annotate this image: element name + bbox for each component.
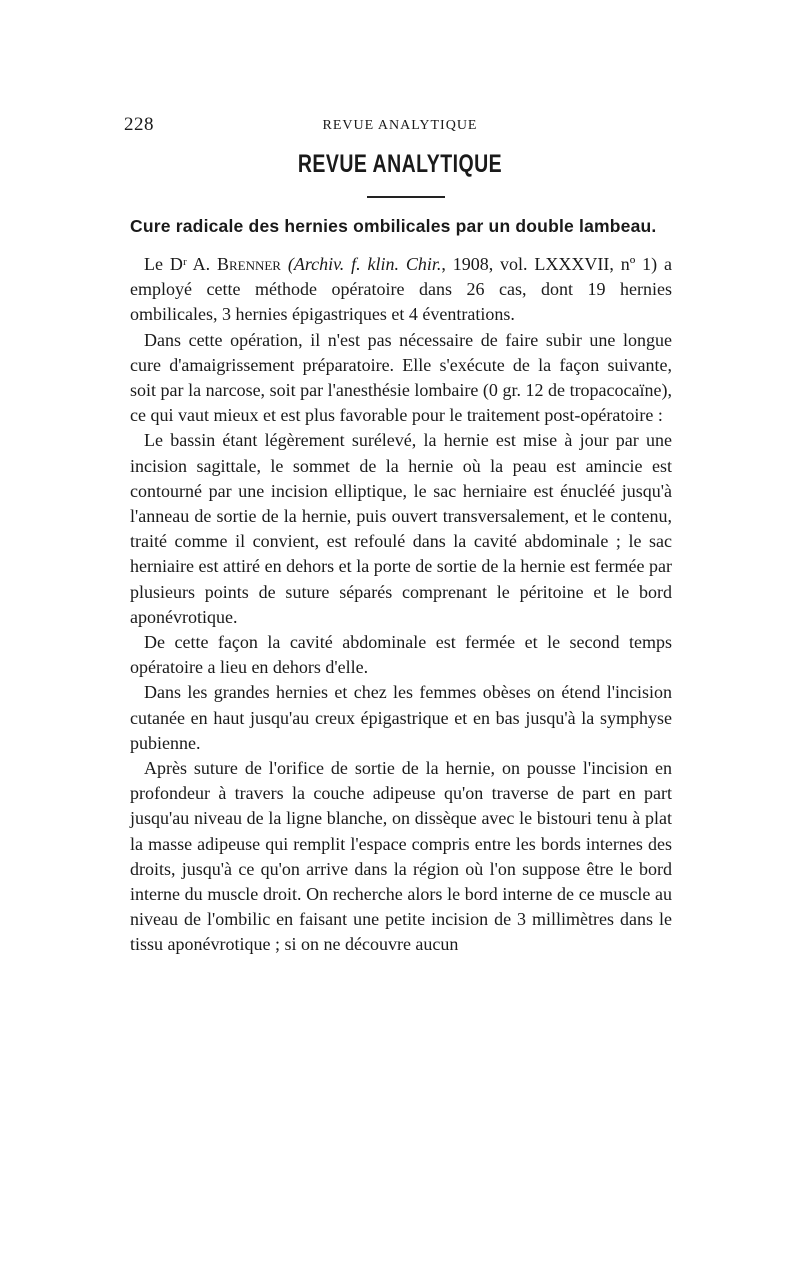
running-head: REVUE ANALYTIQUE — [322, 118, 478, 133]
citation-text: , 1908, vol. LXXXVII, nº 1) a employé cette méthode opératoire dans 26 cas, dont 19 hernies ombilicales, 3 hernies épigastriques et 4 éventrations. — [130, 254, 673, 325]
title-rule — [367, 196, 445, 198]
author-name: Brenner — [216, 254, 281, 274]
section-title: REVUE ANALYTIQUE — [297, 150, 503, 178]
article-title: Cure radicale des hernies ombilicales par un double lambeau. — [130, 216, 657, 236]
journal-name: (Archiv. f. klin. Chir. — [287, 254, 442, 274]
paragraph: De cette façon la cavité abdominale est fermée et le second temps opératoire a lieu en dehors d'elle. — [130, 632, 672, 678]
paragraph: Dans les grandes hernies et chez les femmes obèses on étend l'incision cutanée en haut jusqu'au creux épigastrique et en bas jusqu'à la symphyse pubienne. — [130, 682, 672, 753]
page-number: 228 — [124, 114, 154, 135]
paragraph: Dans cette opération, il n'est pas nécessaire de faire subir une longue cure d'amaigrissement préparatoire. Elle s'exécute de la façon suivante, soit par la narcose, soit par l'anesthésie lombaire (0 gr. 12 de tropacocaïne), ce qui vaut mieux et est plus favorable pour le traitement post-opératoire : — [130, 329, 672, 426]
intro-prefix: Le Dʳ A. — [144, 254, 217, 274]
article-body — [130, 252, 672, 958]
paragraph: Après suture de l'orifice de sortie de la hernie, on pousse l'incision en profondeur à travers la couche adipeuse qu'on traverse de part en part jusqu'au niveau de la ligne blanche, on dissèque avec le bistouri tenu à plat la masse adipeuse qui remplit l'espace compris entre les bords internes des droits, jusqu'à ce qu'on arrive dans la région où l'on suppose être le bord interne du muscle droit. On recherche alors le bord interne de ce muscle au niveau de l'ombilic en faisant une petite incision de 3 millimètres dans le tissu aponévrotique ; si on ne découvre aucun — [130, 758, 672, 955]
intro-paragraph — [130, 252, 672, 328]
paragraph: Le bassin étant légèrement surélevé, la hernie est mise à jour par une incision sagittale, le sommet de la hernie où la peau est amincie est contourné par une incision elliptique, le sac herniaire est énucléé jusqu'à l'anneau de sortie de la hernie, puis ouvert transversalement, et le contenu, traité comme il convient, est refoulé dans la cavité abdominale ; le sac herniaire est attiré en dehors et la porte de sortie de la hernie est fermée par plusieurs points de suture séparés comprenant le péritoine et le bord aponévrotique. — [130, 430, 672, 627]
